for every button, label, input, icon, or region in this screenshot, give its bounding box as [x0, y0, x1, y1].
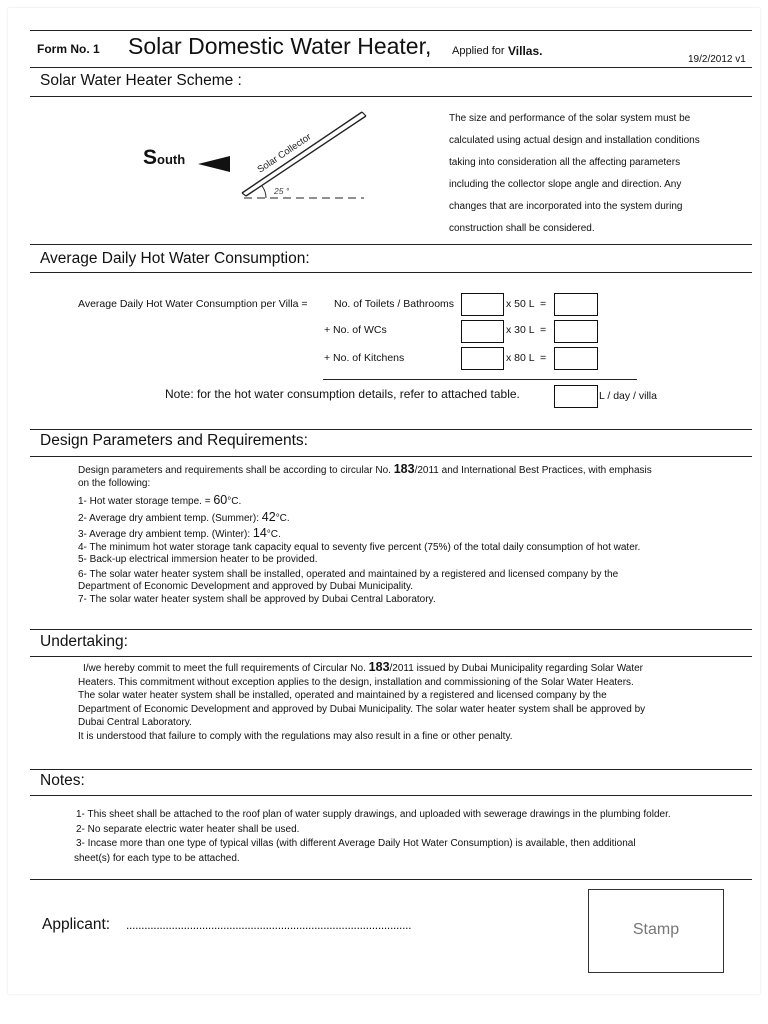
collector-panel-end: [362, 112, 366, 116]
summer-temp-value: 42: [261, 509, 276, 524]
applicant-field[interactable]: ..............................................................................................: [126, 918, 412, 932]
undertaking-line: Heaters. This commitment without exception applies to the design, installation and commissioning of the Solar Water Heaters.: [78, 676, 634, 688]
rule: [30, 429, 752, 430]
design-intro: [78, 463, 652, 478]
undertaking-line-text: I/we hereby commit to meet the full requirements of Circular No.: [83, 663, 369, 674]
design-item-5: 5- Back-up electrical immersion heater to be provided.: [78, 554, 318, 565]
south-arrow-icon: [198, 156, 230, 172]
design-heading: Design Parameters and Requirements:: [40, 432, 308, 449]
angle-label: 25 °: [274, 186, 290, 196]
form-version: 19/2/2012 v1: [688, 54, 746, 65]
notes-heading: Notes:: [40, 772, 85, 789]
circular-number: 183: [368, 660, 390, 674]
formula-label: Average Daily Hot Water Consumption per Villa =: [78, 298, 308, 310]
undertaking-line-text: /2011 issued by Dubai Municipality regarding Solar Water: [389, 663, 643, 674]
collector-panel-end: [242, 193, 246, 196]
design-item-text: 1- Hot water storage tempe. =: [78, 496, 214, 507]
note-2: 2- No separate electric water heater shall be used.: [76, 823, 300, 835]
scheme-heading: Solar Water Heater Scheme :: [40, 72, 242, 89]
scheme-description: [449, 108, 739, 240]
rule: [30, 629, 752, 630]
design-item-3: [78, 527, 652, 542]
design-item-text: 3- Average dry ambient temp. (Winter):: [78, 529, 253, 540]
south-label: [143, 146, 185, 170]
design-item-4: 4- The minimum hot water storage tank capacity equal to seventy five percent (75%) of the total daily consumption of hot water.: [78, 541, 641, 553]
toilets-count-input[interactable]: [461, 293, 504, 316]
south-rest: outh: [157, 152, 186, 167]
total-consumption-input[interactable]: [554, 385, 598, 408]
design-intro-text: /2011 and International Best Practices, with emphasis: [414, 465, 652, 476]
rule: [30, 96, 752, 97]
row-label-toilets: No. of Toilets / Bathrooms: [334, 298, 455, 310]
undertaking-line: It is understood that failure to comply with the regulations may also result in a fine or other penalty.: [78, 730, 513, 742]
undertaking-line: Dubai Central Laboratory.: [78, 717, 192, 728]
collector-panel-bottom: [246, 116, 366, 196]
wcs-result-input[interactable]: [554, 320, 598, 343]
collector-panel-top: [242, 112, 362, 193]
description-line: including the collector slope angle and direction. Any: [449, 179, 682, 190]
applicant-label: Applicant:: [42, 916, 111, 933]
circular-number: 183: [393, 462, 415, 476]
undertaking-heading: Undertaking:: [40, 633, 128, 650]
winter-temp-value: 14: [252, 526, 267, 540]
note-3-cont: sheet(s) for each type to be attached.: [74, 852, 240, 864]
design-item-unit: °C.: [227, 496, 242, 507]
rule: [30, 456, 752, 457]
description-line: changes that are incorporated into the system during: [449, 201, 683, 212]
applied-for-value: Villas.: [508, 44, 543, 58]
row-multiplier-wcs: x 30 L =: [506, 324, 547, 336]
collector-diagram: [196, 100, 376, 210]
description-line: taking into consideration all the affecting parameters: [449, 157, 681, 168]
row-label-wcs: + No. of WCs: [324, 324, 387, 336]
description-line: calculated using actual design and installation conditions: [449, 135, 700, 146]
undertaking-line: Department of Economic Development and approved by Dubai Municipality. The solar water heater system shall be approved by: [78, 703, 646, 715]
design-intro-line2: on the following:: [78, 477, 151, 489]
design-list: [78, 463, 652, 606]
description-line: construction shall be considered.: [449, 223, 595, 234]
collector-label: Solar Collector: [255, 131, 314, 176]
undertaking-line: [78, 661, 645, 676]
design-item-text: 2- Average dry ambient temp. (Summer):: [78, 512, 262, 524]
top-rule: [30, 30, 752, 31]
rule: [30, 244, 752, 245]
storage-temp-value: 60: [213, 493, 228, 507]
design-item-2: [78, 511, 652, 526]
form-title: Solar Domestic Water Heater,: [128, 33, 432, 59]
note-3: 3- Incase more than one type of typical villas (with different Average Daily Hot Water Consumption) is available, then additional: [76, 838, 636, 849]
rule: [30, 656, 752, 657]
row-multiplier-toilets: x 50 L =: [506, 298, 547, 310]
rule: [30, 67, 752, 68]
design-intro-text: Design parameters and requirements shall be according to circular No.: [78, 465, 394, 476]
design-item-1: [78, 494, 652, 509]
consumption-heading: Average Daily Hot Water Consumption:: [40, 250, 310, 267]
total-unit: L / day / villa: [599, 390, 657, 402]
applied-for-label: Applied for: [452, 45, 505, 57]
undertaking-text: [78, 661, 645, 743]
design-item-7: 7- The solar water heater system shall be approved by Dubai Central Laboratory.: [78, 593, 436, 605]
angle-arc: [262, 186, 266, 198]
notes-list: [76, 808, 671, 866]
design-item-unit: °C.: [275, 512, 290, 524]
undertaking-line: The solar water heater system shall be installed, operated and maintained by a registered and licensed company by the: [78, 690, 607, 701]
rule: [30, 769, 752, 770]
form-number: Form No. 1: [37, 42, 100, 56]
design-item-6-cont: Department of Economic Development and approved by Dubai Municipality.: [78, 581, 413, 592]
rule: [30, 879, 752, 880]
kitchens-count-input[interactable]: [461, 347, 504, 370]
stamp-label: Stamp: [632, 921, 680, 938]
row-label-kitchens: + No. of Kitchens: [324, 352, 405, 364]
rule: [30, 272, 752, 273]
wcs-count-input[interactable]: [461, 320, 504, 343]
toilets-result-input[interactable]: [554, 293, 598, 316]
design-item-unit: °C.: [266, 529, 281, 540]
design-item-6: 6- The solar water heater system shall be installed, operated and maintained by a registered and licensed company by the: [78, 568, 619, 580]
kitchens-result-input[interactable]: [554, 347, 598, 370]
row-multiplier-kitchens: x 80 L =: [506, 352, 547, 364]
south-initial: S: [143, 146, 158, 169]
description-line: The size and performance of the solar system must be: [449, 113, 691, 124]
sum-rule: [323, 379, 637, 380]
consumption-note: Note: for the hot water consumption details, refer to attached table.: [165, 387, 520, 401]
note-1: 1- This sheet shall be attached to the roof plan of water supply drawings, and uploaded with sewerage drawings in the plumbing folder.: [76, 809, 671, 820]
rule: [30, 795, 752, 796]
